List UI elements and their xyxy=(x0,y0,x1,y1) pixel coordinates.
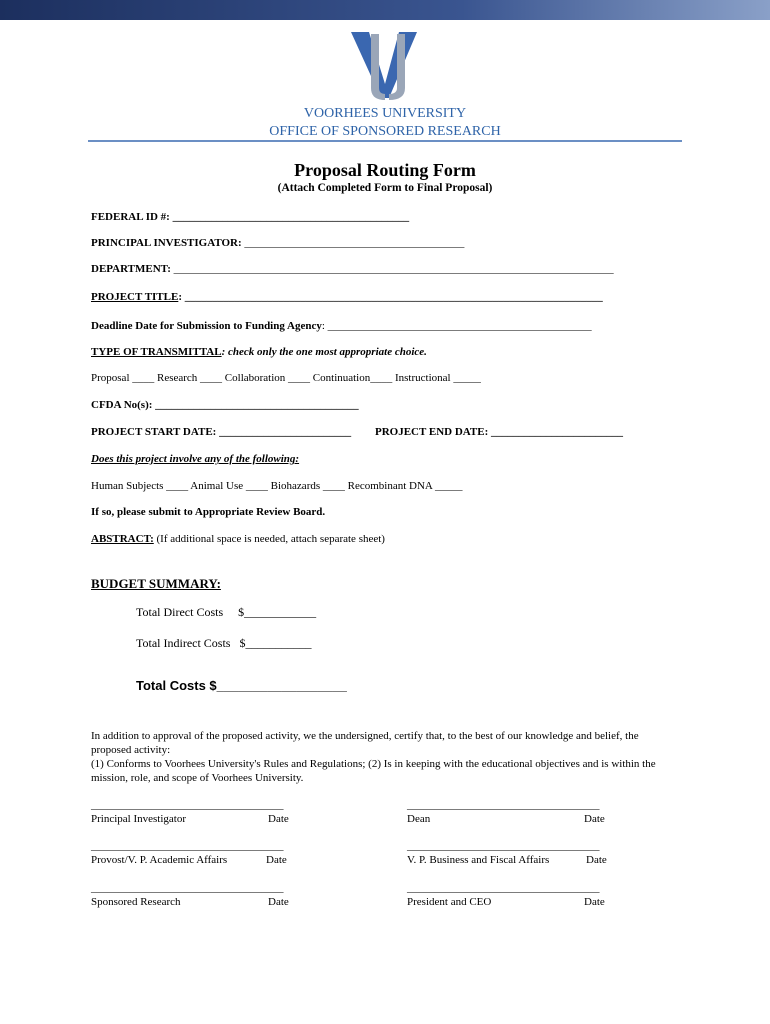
abstract-heading xyxy=(91,533,385,545)
deadline-blank[interactable]: : ________________________________________________ xyxy=(321,320,592,332)
review-board-note: If so, please submit to Appropriate Review Board. xyxy=(91,506,326,518)
end-date-field[interactable]: PROJECT END DATE: ________________________ xyxy=(375,426,624,438)
university-logo xyxy=(349,30,419,102)
certification-line-1: In addition to approval of the proposed activity, we the undersigned, certify that, to the best of our knowledge and belief, the xyxy=(91,730,639,742)
signature-line[interactable]: ___________________________________ xyxy=(407,799,600,811)
transmittal-heading xyxy=(91,346,427,358)
signature-date: Date xyxy=(584,813,605,825)
budget-heading: BUDGET SUMMARY: xyxy=(91,576,221,591)
signature-date: Date xyxy=(268,896,289,908)
signature-label-sponsored-research: Sponsored Research xyxy=(91,896,181,908)
signature-line[interactable]: ___________________________________ xyxy=(407,882,600,894)
top-banner xyxy=(0,0,770,20)
involve-options[interactable]: Human Subjects ____ Animal Use ____ Biohazards ____ Recombinant DNA _____ xyxy=(91,480,463,492)
cfda-field[interactable]: CFDA No(s): _____________________________________ xyxy=(91,399,359,411)
abstract-note: (If additional space is needed, attach separate sheet) xyxy=(153,533,385,545)
signature-line[interactable]: ___________________________________ xyxy=(91,799,284,811)
signature-label-president: President and CEO xyxy=(407,896,492,908)
header-rule xyxy=(88,140,682,142)
signature-label-pi: Principal Investigator xyxy=(91,813,187,825)
federal-id-field[interactable]: FEDERAL ID #: ___________________________________________ xyxy=(91,211,410,223)
signature-date: Date xyxy=(584,896,605,908)
total-costs[interactable]: Total Costs $__________________ xyxy=(136,678,347,693)
abstract-label: ABSTRACT: xyxy=(91,533,154,545)
signature-date: Date xyxy=(268,813,289,825)
involve-question: Does this project involve any of the following: xyxy=(91,453,300,465)
transmittal-label: TYPE OF TRANSMITTAL xyxy=(91,346,222,358)
pi-field[interactable] xyxy=(91,237,464,249)
project-title-label: PROJECT TITLE xyxy=(91,291,179,303)
form-title: Proposal Routing Form xyxy=(294,160,476,180)
signature-line[interactable]: ___________________________________ xyxy=(407,840,600,852)
signature-label-vp-business: V. P. Business and Fiscal Affairs xyxy=(407,854,550,866)
deadline-label: Deadline Date for Submission to Funding Agency xyxy=(91,320,322,332)
certification-line-2: proposed activity: xyxy=(91,744,171,756)
total-direct-costs[interactable]: Total Direct Costs $____________ xyxy=(136,605,317,619)
signature-date: Date xyxy=(586,854,607,866)
signature-label-dean: Dean xyxy=(407,813,431,825)
deadline-field[interactable] xyxy=(91,320,592,332)
pi-label: PRINCIPAL INVESTIGATOR: xyxy=(91,237,242,249)
transmittal-note: : check only the one most appropriate choice. xyxy=(221,346,427,358)
project-title-blank[interactable]: : ____________________________________________________________________________ xyxy=(178,291,603,303)
signature-date: Date xyxy=(266,854,287,866)
total-indirect-costs[interactable]: Total Indirect Costs $___________ xyxy=(136,636,312,650)
office-name: OFFICE OF SPONSORED RESEARCH xyxy=(269,124,501,139)
project-title-field[interactable] xyxy=(91,291,603,303)
certification-line-4: mission, role, and scope of Voorhees University. xyxy=(91,772,304,784)
department-label: DEPARTMENT: xyxy=(91,263,171,275)
start-date-field[interactable]: PROJECT START DATE: ________________________ xyxy=(91,426,352,438)
pi-blank[interactable]: ________________________________________ xyxy=(241,237,465,249)
university-name: VOORHEES UNIVERSITY xyxy=(303,106,467,121)
department-blank[interactable]: ________________________________________________________________________________ xyxy=(170,263,614,275)
signature-line[interactable]: ___________________________________ xyxy=(91,840,284,852)
transmittal-options[interactable]: Proposal ____ Research ____ Collaboration ____ Continuation____ Instructional _____ xyxy=(91,372,481,384)
department-field[interactable] xyxy=(91,263,614,275)
certification-line-3: (1) Conforms to Voorhees University's Rules and Regulations; (2) Is in keeping with the educational objectives and is within the xyxy=(91,758,656,770)
signature-label-provost: Provost/V. P. Academic Affairs xyxy=(91,854,228,866)
form-subtitle: (Attach Completed Form to Final Proposal) xyxy=(277,182,493,194)
signature-line[interactable]: ___________________________________ xyxy=(91,882,284,894)
